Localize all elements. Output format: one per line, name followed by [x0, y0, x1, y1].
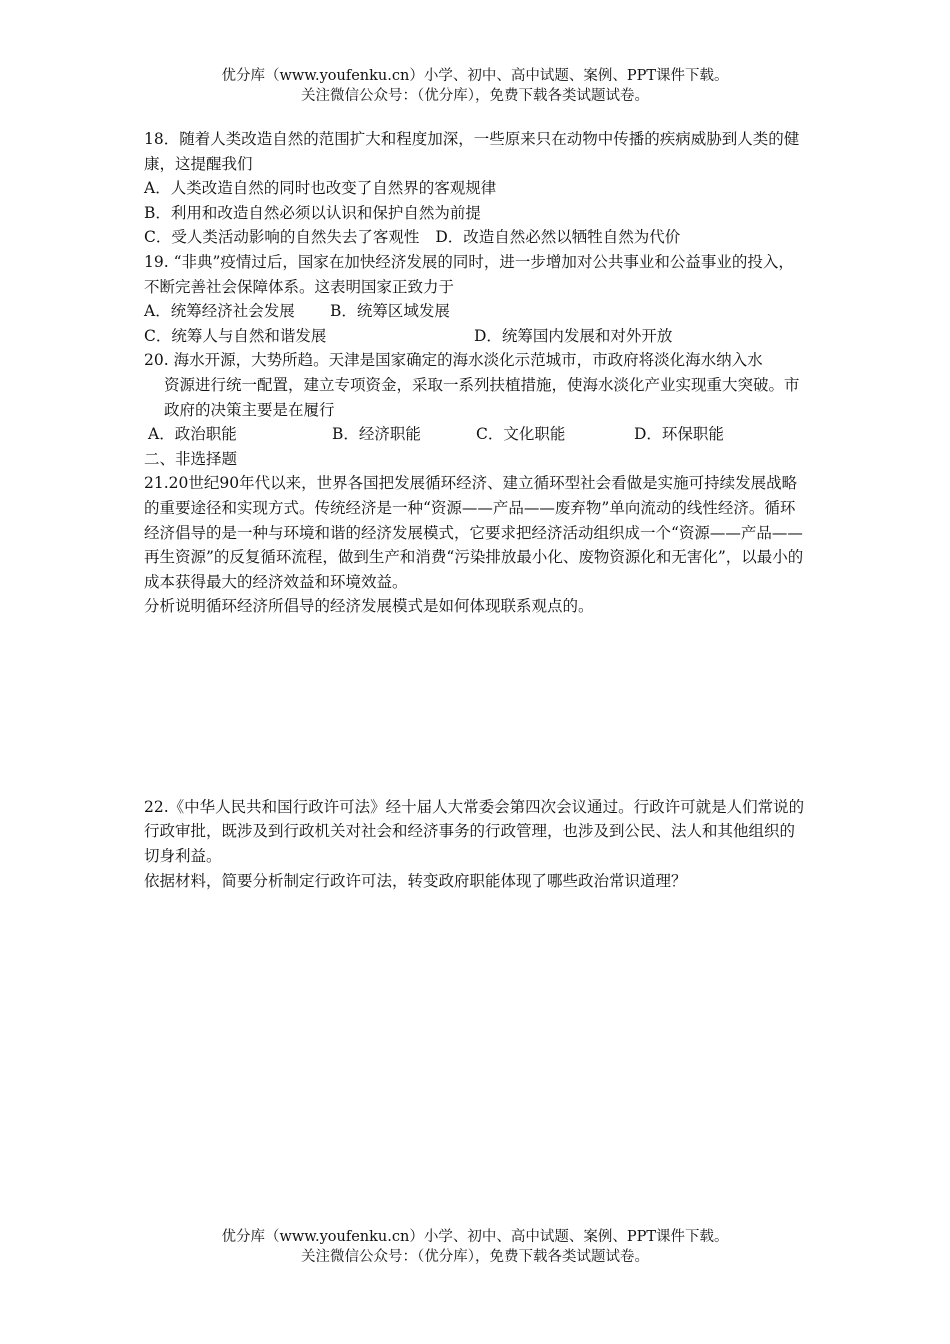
q19-option-c: C．统筹人与自然和谐发展 — [144, 326, 327, 345]
section-title-non-choice: 二、非选择题 — [144, 449, 238, 468]
q20-stem-first: 20. 海水开源，大势所趋。天津是国家确定的海水淡化示范城市，市政府将淡化海水纳入水 — [144, 351, 763, 370]
document-body — [144, 127, 808, 893]
q20-option-c: C．文化职能 — [476, 425, 566, 444]
q18-stem: 18．随着人类改造自然的范围扩大和程度加深，一些原来只在动物中传播的疾病威胁到人类的健康，这提醒我们 — [144, 130, 800, 173]
q20-option-a: A．政治职能 — [148, 425, 237, 444]
footer-line-2: 关注微信公众号：（优分库），免费下载各类试题试卷。 — [301, 1249, 649, 1265]
page-header — [0, 66, 950, 106]
q22-material: 22.《中华人民共和国行政许可法》经十届人大常委会第四次会议通过。行政许可就是人们常说的行政审批，既涉及到行政机关对社会和经济事务的行政管理，也涉及到公民、法人和其他组织的切身利益。 — [144, 797, 805, 866]
q19-option-d: D．统筹国内发展和对外开放 — [474, 326, 673, 345]
q20-option-d: D．环保职能 — [634, 425, 724, 444]
header-line-1: 优分库（www.youfenku.cn）小学、初中、高中试题、案例、PPT课件下载。 — [221, 68, 729, 84]
q18-option-b: B．利用和改造自然必须以认识和保护自然为前提 — [144, 203, 481, 222]
q20-option-b: B．经济职能 — [332, 425, 421, 444]
answer-space-q21 — [144, 619, 808, 795]
q19-options-ab — [144, 299, 808, 324]
q18-option-c: C．受人类活动影响的自然失去了客观性 — [144, 228, 420, 247]
q19-options-cd — [144, 324, 808, 349]
q18-option-a: A．人类改造自然的同时也改变了自然界的客观规律 — [144, 179, 497, 198]
q19-stem: 19. “非典”疫情过后，国家在加快经济发展的同时，进一步增加对公共事业和公益事业的投入，不断完善社会保障体系。这表明国家正致力于 — [144, 252, 794, 296]
q19-option-b: B．统筹区域发展 — [330, 302, 450, 321]
q18-options-cd — [144, 225, 808, 250]
q20-stem-rest: 资源进行统一配置，建立专项资金，采取一系列扶植措施，使海水淡化产业实现重大突破。市政府的决策主要是在履行 — [164, 375, 800, 419]
footer-line-1: 优分库（www.youfenku.cn）小学、初中、高中试题、案例、PPT课件下载。 — [221, 1229, 729, 1245]
q22-question: 依据材料，简要分析制定行政许可法，转变政府职能体现了哪些政治常识道理？ — [144, 871, 687, 890]
q21-material: 21.20世纪90年代以来，世界各国把发展循环经济、建立循环型社会看做是实施可持续发展战略的重要途径和实现方式。传统经济是一种“资源——产品——废弃物”单向流动的线性经济。循环经济倡导的是一种与环境和谐的经济发展模式，它要求把经济活动组织成一个“资源——产品——再生资源”的反复循环流程，做到生产和消费“污染排放最小化、废物资源化和无害化”，以最小的成本获得最大的经济效益和环境效益。 — [144, 474, 804, 591]
q21-question: 分析说明循环经济所倡导的经济发展模式是如何体现联系观点的。 — [144, 597, 594, 616]
q18-option-d: D．改造自然必然以牺牲自然为代价 — [435, 228, 681, 247]
header-line-2: 关注微信公众号：（优分库），免费下载各类试题试卷。 — [301, 88, 649, 104]
q19-option-a: A．统筹经济社会发展 — [144, 302, 295, 321]
q20-options — [144, 422, 808, 447]
page-footer — [0, 1227, 950, 1267]
